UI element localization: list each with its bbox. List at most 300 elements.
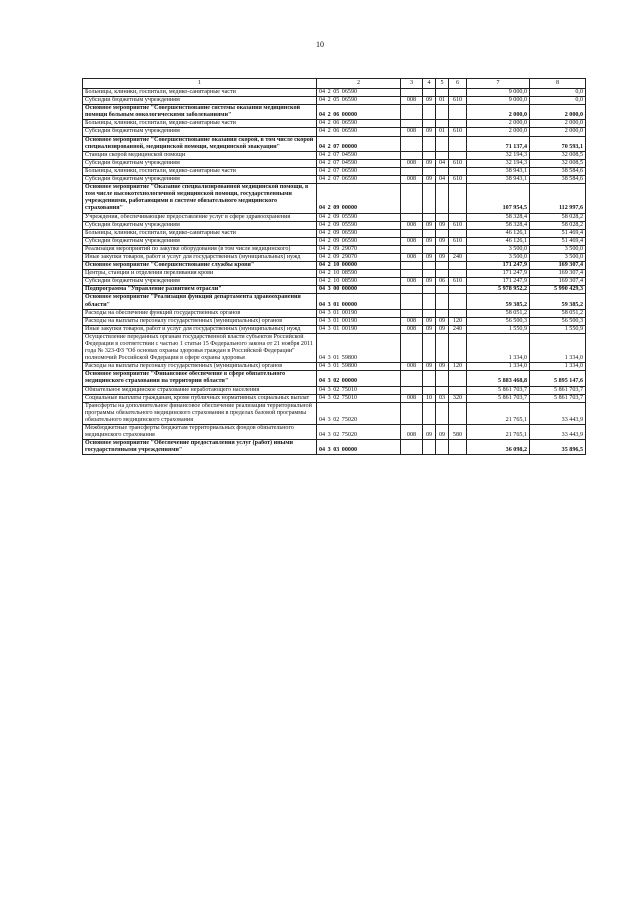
section-code-cell: 09 bbox=[423, 425, 436, 440]
amount-year-1-cell: 21 765,1 bbox=[467, 425, 530, 440]
table-row bbox=[83, 237, 586, 245]
amount-year-1-cell: 46 126,1 bbox=[467, 229, 530, 237]
expense-type-cell bbox=[449, 229, 467, 237]
subsection-code-cell bbox=[436, 440, 449, 455]
section-code-cell bbox=[423, 309, 436, 317]
ministry-code-cell bbox=[401, 309, 423, 317]
amount-year-2-cell: 32 008,5 bbox=[530, 159, 586, 167]
subsection-code-cell: 09 bbox=[436, 317, 449, 325]
section-code-cell: 09 bbox=[423, 128, 436, 136]
table-row bbox=[83, 309, 586, 317]
ministry-code-cell: 008 bbox=[401, 394, 423, 402]
expense-type-cell bbox=[449, 105, 467, 120]
row-name-cell: Реализация мероприятий по закупке оборудования (в том числе медицинского) bbox=[83, 245, 317, 253]
expense-type-cell bbox=[449, 136, 467, 151]
table-row bbox=[83, 120, 586, 128]
row-name-cell: Субсидии бюджетным учреждениям bbox=[83, 278, 317, 286]
ministry-code-cell bbox=[401, 229, 423, 237]
amount-year-2-cell: 58 028,2 bbox=[530, 221, 586, 229]
target-code-cell: 04 2 10 00000 bbox=[317, 262, 401, 270]
amount-year-2-cell: 169 307,4 bbox=[530, 278, 586, 286]
row-name-cell: Больницы, клиники, госпитали, медико-санитарные части bbox=[83, 167, 317, 175]
amount-year-1-cell: 32 194,3 bbox=[467, 159, 530, 167]
header-row bbox=[83, 79, 586, 89]
section-code-cell bbox=[423, 151, 436, 159]
table-row bbox=[83, 325, 586, 333]
row-name-cell: Основное мероприятие "Совершенствование системы оказания медицинской помощи больным онкологическими заболеваниями" bbox=[83, 105, 317, 120]
section-code-cell bbox=[423, 245, 436, 253]
expense-type-cell bbox=[449, 151, 467, 159]
expense-type-cell bbox=[449, 371, 467, 386]
ministry-code-cell bbox=[401, 136, 423, 151]
row-name-cell: Субсидии бюджетным учреждениям bbox=[83, 221, 317, 229]
amount-year-2-cell: 2 000,0 bbox=[530, 128, 586, 136]
target-code-cell: 04 3 02 00000 bbox=[317, 371, 401, 386]
section-code-cell bbox=[423, 184, 436, 213]
amount-year-2-cell: 0,0 bbox=[530, 89, 586, 97]
target-code-cell: 04 3 01 59800 bbox=[317, 363, 401, 371]
amount-year-2-cell: 5 895 147,6 bbox=[530, 371, 586, 386]
section-code-cell bbox=[423, 262, 436, 270]
section-code-cell: 09 bbox=[423, 159, 436, 167]
amount-year-1-cell: 5 978 952,2 bbox=[467, 286, 530, 294]
target-code-cell: 04 2 07 06590 bbox=[317, 167, 401, 175]
section-code-cell bbox=[423, 270, 436, 278]
row-name-cell: Субсидии бюджетным учреждениям bbox=[83, 97, 317, 105]
header-cell: 7 bbox=[467, 79, 530, 89]
section-code-cell bbox=[423, 440, 436, 455]
row-name-cell: Субсидии бюджетным учреждениям bbox=[83, 128, 317, 136]
expense-type-cell: 320 bbox=[449, 394, 467, 402]
amount-year-2-cell: 3 500,0 bbox=[530, 245, 586, 253]
row-name-cell: Субсидии бюджетным учреждениям bbox=[83, 159, 317, 167]
table-row bbox=[83, 402, 586, 424]
target-code-cell: 04 2 09 29070 bbox=[317, 253, 401, 261]
expense-type-cell bbox=[449, 402, 467, 424]
target-code-cell: 04 3 01 00190 bbox=[317, 325, 401, 333]
table-row bbox=[83, 294, 586, 309]
expense-type-cell: 610 bbox=[449, 128, 467, 136]
table-row bbox=[83, 278, 586, 286]
table-row bbox=[83, 253, 586, 261]
expense-type-cell bbox=[449, 120, 467, 128]
expense-type-cell bbox=[449, 262, 467, 270]
expense-type-cell: 240 bbox=[449, 325, 467, 333]
target-code-cell: 04 2 07 00000 bbox=[317, 136, 401, 151]
section-code-cell bbox=[423, 136, 436, 151]
header-cell: 6 bbox=[449, 79, 467, 89]
expense-type-cell: 610 bbox=[449, 97, 467, 105]
target-code-cell: 04 2 09 06590 bbox=[317, 237, 401, 245]
ministry-code-cell bbox=[401, 151, 423, 159]
target-code-cell: 04 2 07 06590 bbox=[317, 176, 401, 184]
amount-year-1-cell: 1 334,0 bbox=[467, 363, 530, 371]
expense-type-cell bbox=[449, 309, 467, 317]
section-code-cell bbox=[423, 229, 436, 237]
section-code-cell: 09 bbox=[423, 278, 436, 286]
ministry-code-cell bbox=[401, 371, 423, 386]
table-row bbox=[83, 105, 586, 120]
table-row bbox=[83, 262, 586, 270]
row-name-cell: Центры, станции и отделения переливания крови bbox=[83, 270, 317, 278]
target-code-cell: 04 2 09 06590 bbox=[317, 229, 401, 237]
amount-year-1-cell: 3 500,0 bbox=[467, 253, 530, 261]
subsection-code-cell bbox=[436, 270, 449, 278]
ministry-code-cell bbox=[401, 294, 423, 309]
table-row bbox=[83, 89, 586, 97]
expense-type-cell bbox=[449, 286, 467, 294]
ministry-code-cell: 008 bbox=[401, 159, 423, 167]
amount-year-2-cell: 5 990 429,3 bbox=[530, 286, 586, 294]
expense-type-cell bbox=[449, 245, 467, 253]
amount-year-2-cell: 51 469,4 bbox=[530, 237, 586, 245]
amount-year-1-cell: 58 328,4 bbox=[467, 221, 530, 229]
amount-year-2-cell: 1 334,0 bbox=[530, 333, 586, 362]
table-row bbox=[83, 97, 586, 105]
ministry-code-cell: 008 bbox=[401, 97, 423, 105]
row-name-cell: Межбюджетные трансферты бюджетам территориальных фондов обязательного медицинского страхования bbox=[83, 425, 317, 440]
amount-year-1-cell: 3 500,0 bbox=[467, 245, 530, 253]
expense-type-cell: 240 bbox=[449, 253, 467, 261]
section-code-cell bbox=[423, 105, 436, 120]
ministry-code-cell: 008 bbox=[401, 221, 423, 229]
ministry-code-cell bbox=[401, 245, 423, 253]
amount-year-1-cell: 2 000,0 bbox=[467, 120, 530, 128]
subsection-code-cell bbox=[436, 294, 449, 309]
subsection-code-cell bbox=[436, 136, 449, 151]
expense-type-cell: 120 bbox=[449, 317, 467, 325]
amount-year-1-cell: 38 943,1 bbox=[467, 176, 530, 184]
target-code-cell: 04 2 05 06590 bbox=[317, 97, 401, 105]
amount-year-1-cell: 59 385,2 bbox=[467, 294, 530, 309]
expense-type-cell: 610 bbox=[449, 237, 467, 245]
target-code-cell: 04 2 09 05590 bbox=[317, 213, 401, 221]
target-code-cell: 04 3 01 00190 bbox=[317, 309, 401, 317]
target-code-cell: 04 2 10 08590 bbox=[317, 270, 401, 278]
subsection-code-cell bbox=[436, 386, 449, 394]
amount-year-1-cell: 2 000,0 bbox=[467, 105, 530, 120]
subsection-code-cell: 09 bbox=[436, 363, 449, 371]
target-code-cell: 04 3 01 59800 bbox=[317, 333, 401, 362]
header-cell: 3 bbox=[401, 79, 423, 89]
header-cell: 5 bbox=[436, 79, 449, 89]
row-name-cell: Больницы, клиники, госпитали, медико-санитарные части bbox=[83, 89, 317, 97]
amount-year-1-cell: 32 194,3 bbox=[467, 151, 530, 159]
row-name-cell: Осуществление переданных органам государственной власти субъектов Российской Федерации в соответствии с частью 1 статьи 15 Федерального закона от 21 ноября 2011 года № 323-ФЗ "Об основах охраны здоровья граждан в Российской Федерации" полномочий Российской Федерации в сфере охраны здоровья bbox=[83, 333, 317, 362]
expense-type-cell bbox=[449, 294, 467, 309]
header-cell: 8 bbox=[530, 79, 586, 89]
amount-year-2-cell: 51 469,4 bbox=[530, 229, 586, 237]
section-code-cell bbox=[423, 371, 436, 386]
ministry-code-cell bbox=[401, 184, 423, 213]
row-name-cell: Расходы на обеспечение функций государственных органов bbox=[83, 309, 317, 317]
expense-type-cell bbox=[449, 386, 467, 394]
row-name-cell: Станции скорой медицинской помощи bbox=[83, 151, 317, 159]
amount-year-2-cell: 33 443,9 bbox=[530, 402, 586, 424]
ministry-code-cell: 008 bbox=[401, 278, 423, 286]
expense-type-cell: 610 bbox=[449, 278, 467, 286]
expense-type-cell: 580 bbox=[449, 425, 467, 440]
expense-type-cell bbox=[449, 440, 467, 455]
row-name-cell: Основное мероприятие "Совершенствование службы крови" bbox=[83, 262, 317, 270]
amount-year-2-cell: 32 008,5 bbox=[530, 151, 586, 159]
section-code-cell bbox=[423, 120, 436, 128]
amount-year-2-cell: 2 000,0 bbox=[530, 105, 586, 120]
subsection-code-cell bbox=[436, 184, 449, 213]
row-name-cell: Расходы на выплаты персоналу государственных (муниципальных) органов bbox=[83, 317, 317, 325]
table-row bbox=[83, 229, 586, 237]
amount-year-1-cell: 36 098,2 bbox=[467, 440, 530, 455]
amount-year-1-cell: 58 328,4 bbox=[467, 213, 530, 221]
amount-year-2-cell: 112 997,6 bbox=[530, 184, 586, 213]
target-code-cell: 04 3 02 75020 bbox=[317, 402, 401, 424]
amount-year-1-cell: 56 500,3 bbox=[467, 317, 530, 325]
table-row bbox=[83, 128, 586, 136]
expense-type-cell bbox=[449, 89, 467, 97]
subsection-code-cell bbox=[436, 89, 449, 97]
ministry-code-cell bbox=[401, 89, 423, 97]
amount-year-1-cell: 1 334,0 bbox=[467, 333, 530, 362]
amount-year-1-cell: 38 943,1 bbox=[467, 167, 530, 175]
row-name-cell: Иные закупки товаров, работ и услуг для государственных (муниципальных) нужд bbox=[83, 325, 317, 333]
subsection-code-cell bbox=[436, 151, 449, 159]
header-cell: 4 bbox=[423, 79, 436, 89]
amount-year-2-cell: 58 051,2 bbox=[530, 309, 586, 317]
subsection-code-cell: 09 bbox=[436, 253, 449, 261]
row-name-cell: Расходы на выплаты персоналу государственных (муниципальных) органов bbox=[83, 363, 317, 371]
subsection-code-cell bbox=[436, 105, 449, 120]
section-code-cell bbox=[423, 333, 436, 362]
ministry-code-cell bbox=[401, 402, 423, 424]
section-code-cell: 10 bbox=[423, 394, 436, 402]
amount-year-1-cell: 58 051,2 bbox=[467, 309, 530, 317]
subsection-code-cell: 06 bbox=[436, 278, 449, 286]
section-code-cell bbox=[423, 386, 436, 394]
amount-year-2-cell: 169 307,4 bbox=[530, 262, 586, 270]
section-code-cell bbox=[423, 294, 436, 309]
expense-type-cell bbox=[449, 213, 467, 221]
target-code-cell: 04 2 06 06590 bbox=[317, 120, 401, 128]
subsection-code-cell bbox=[436, 167, 449, 175]
target-code-cell: 04 2 06 00000 bbox=[317, 105, 401, 120]
target-code-cell: 04 2 10 08590 bbox=[317, 278, 401, 286]
ministry-code-cell bbox=[401, 386, 423, 394]
target-code-cell: 04 3 01 00190 bbox=[317, 317, 401, 325]
subsection-code-cell: 03 bbox=[436, 394, 449, 402]
amount-year-1-cell: 21 765,1 bbox=[467, 402, 530, 424]
subsection-code-cell: 09 bbox=[436, 221, 449, 229]
target-code-cell: 04 3 02 75010 bbox=[317, 386, 401, 394]
row-name-cell: Социальные выплаты гражданам, кроме публичных нормативных социальных выплат bbox=[83, 394, 317, 402]
subsection-code-cell bbox=[436, 371, 449, 386]
amount-year-1-cell: 5 883 468,8 bbox=[467, 371, 530, 386]
amount-year-2-cell: 2 000,0 bbox=[530, 120, 586, 128]
section-code-cell: 09 bbox=[423, 176, 436, 184]
table-row bbox=[83, 371, 586, 386]
section-code-cell: 09 bbox=[423, 237, 436, 245]
ministry-code-cell: 008 bbox=[401, 176, 423, 184]
amount-year-2-cell: 38 584,6 bbox=[530, 176, 586, 184]
ministry-code-cell bbox=[401, 120, 423, 128]
table-row bbox=[83, 270, 586, 278]
ministry-code-cell bbox=[401, 286, 423, 294]
table-row bbox=[83, 317, 586, 325]
target-code-cell: 04 3 02 75020 bbox=[317, 425, 401, 440]
section-code-cell bbox=[423, 167, 436, 175]
row-name-cell: Основное мероприятие "Обеспечение предоставления услуг (работ) иными государственными учреждениями" bbox=[83, 440, 317, 455]
subsection-code-cell bbox=[436, 262, 449, 270]
ministry-code-cell bbox=[401, 262, 423, 270]
ministry-code-cell: 008 bbox=[401, 253, 423, 261]
expense-type-cell bbox=[449, 270, 467, 278]
row-name-cell: Обязательное медицинское страхование неработающего населения bbox=[83, 386, 317, 394]
subsection-code-cell: 04 bbox=[436, 159, 449, 167]
subsection-code-cell bbox=[436, 402, 449, 424]
table-row bbox=[83, 167, 586, 175]
subsection-code-cell bbox=[436, 309, 449, 317]
row-name-cell: Подпрограмма "Управление развитием отрасли" bbox=[83, 286, 317, 294]
target-code-cell: 04 3 02 75010 bbox=[317, 394, 401, 402]
amount-year-1-cell: 107 954,5 bbox=[467, 184, 530, 213]
table-row bbox=[83, 159, 586, 167]
section-code-cell: 09 bbox=[423, 325, 436, 333]
table-row bbox=[83, 184, 586, 213]
row-name-cell: Больницы, клиники, госпитали, медико-санитарные части bbox=[83, 229, 317, 237]
row-name-cell: Основное мероприятие "Финансовое обеспечение в сфере обязательного медицинского страхования на территории области" bbox=[83, 371, 317, 386]
row-name-cell: Учреждения, обеспечивающие предоставление услуг в сфере здравоохранения bbox=[83, 213, 317, 221]
subsection-code-cell: 09 bbox=[436, 325, 449, 333]
table-row bbox=[83, 221, 586, 229]
table-row bbox=[83, 425, 586, 440]
target-code-cell: 04 3 00 00000 bbox=[317, 286, 401, 294]
subsection-code-cell bbox=[436, 229, 449, 237]
table-row bbox=[83, 151, 586, 159]
row-name-cell: Субсидии бюджетным учреждениям bbox=[83, 176, 317, 184]
ministry-code-cell bbox=[401, 440, 423, 455]
amount-year-1-cell: 171 247,9 bbox=[467, 278, 530, 286]
section-code-cell: 09 bbox=[423, 221, 436, 229]
subsection-code-cell: 04 bbox=[436, 176, 449, 184]
ministry-code-cell: 008 bbox=[401, 425, 423, 440]
ministry-code-cell bbox=[401, 167, 423, 175]
target-code-cell: 04 3 03 00000 bbox=[317, 440, 401, 455]
target-code-cell: 04 2 09 00000 bbox=[317, 184, 401, 213]
row-name-cell: Иные закупки товаров, работ и услуг для государственных (муниципальных) нужд bbox=[83, 253, 317, 261]
table-row bbox=[83, 386, 586, 394]
amount-year-2-cell: 5 861 703,7 bbox=[530, 394, 586, 402]
header-cell: 2 bbox=[317, 79, 401, 89]
amount-year-2-cell: 58 028,2 bbox=[530, 213, 586, 221]
amount-year-1-cell: 5 861 703,7 bbox=[467, 386, 530, 394]
amount-year-2-cell: 33 443,9 bbox=[530, 425, 586, 440]
subsection-code-cell: 09 bbox=[436, 425, 449, 440]
table-row bbox=[83, 440, 586, 455]
budget-table bbox=[82, 78, 586, 455]
amount-year-2-cell: 1 550,9 bbox=[530, 325, 586, 333]
table-row bbox=[83, 286, 586, 294]
table-row bbox=[83, 245, 586, 253]
amount-year-1-cell: 171 247,9 bbox=[467, 270, 530, 278]
row-name-cell: Трансферты на дополнительное финансовое обеспечение реализации территориальной программы обязательного медицинского страхования в пределах базовой программы обязательного медицинского страхования bbox=[83, 402, 317, 424]
target-code-cell: 04 2 07 04590 bbox=[317, 151, 401, 159]
target-code-cell: 04 2 09 29070 bbox=[317, 245, 401, 253]
row-name-cell: Основное мероприятие "Реализация функций департамента здравоохранения области" bbox=[83, 294, 317, 309]
amount-year-2-cell: 35 896,5 bbox=[530, 440, 586, 455]
ministry-code-cell: 008 bbox=[401, 237, 423, 245]
subsection-code-cell bbox=[436, 333, 449, 362]
expense-type-cell bbox=[449, 184, 467, 213]
expense-type-cell: 610 bbox=[449, 176, 467, 184]
ministry-code-cell: 008 bbox=[401, 317, 423, 325]
subsection-code-cell bbox=[436, 213, 449, 221]
table-row bbox=[83, 363, 586, 371]
subsection-code-cell: 01 bbox=[436, 128, 449, 136]
table-row bbox=[83, 394, 586, 402]
header-cell: 1 bbox=[83, 79, 317, 89]
ministry-code-cell bbox=[401, 105, 423, 120]
section-code-cell bbox=[423, 213, 436, 221]
table-row bbox=[83, 213, 586, 221]
amount-year-1-cell: 1 550,9 bbox=[467, 325, 530, 333]
amount-year-2-cell: 0,0 bbox=[530, 97, 586, 105]
subsection-code-cell bbox=[436, 245, 449, 253]
amount-year-2-cell: 59 385,2 bbox=[530, 294, 586, 309]
expense-type-cell: 120 bbox=[449, 363, 467, 371]
section-code-cell: 09 bbox=[423, 253, 436, 261]
amount-year-2-cell: 5 861 703,7 bbox=[530, 386, 586, 394]
target-code-cell: 04 3 01 00000 bbox=[317, 294, 401, 309]
amount-year-2-cell: 38 584,6 bbox=[530, 167, 586, 175]
table-row bbox=[83, 136, 586, 151]
row-name-cell: Субсидии бюджетным учреждениям bbox=[83, 237, 317, 245]
row-name-cell: Основное мероприятие "Совершенствование оказания скорой, в том числе скорой специализированной, медицинской помощи, медицинской эвакуации" bbox=[83, 136, 317, 151]
amount-year-2-cell: 70 593,1 bbox=[530, 136, 586, 151]
amount-year-2-cell: 56 500,3 bbox=[530, 317, 586, 325]
amount-year-1-cell: 9 000,0 bbox=[467, 89, 530, 97]
expense-type-cell: 610 bbox=[449, 221, 467, 229]
expense-type-cell bbox=[449, 167, 467, 175]
subsection-code-cell: 09 bbox=[436, 237, 449, 245]
subsection-code-cell bbox=[436, 286, 449, 294]
ministry-code-cell: 008 bbox=[401, 363, 423, 371]
section-code-cell: 09 bbox=[423, 97, 436, 105]
expense-type-cell: 610 bbox=[449, 159, 467, 167]
amount-year-2-cell: 3 500,0 bbox=[530, 253, 586, 261]
ministry-code-cell bbox=[401, 270, 423, 278]
ministry-code-cell: 008 bbox=[401, 128, 423, 136]
amount-year-1-cell: 46 126,1 bbox=[467, 237, 530, 245]
section-code-cell: 09 bbox=[423, 317, 436, 325]
table-row bbox=[83, 333, 586, 362]
table-row bbox=[83, 176, 586, 184]
ministry-code-cell bbox=[401, 333, 423, 362]
target-code-cell: 04 2 07 04590 bbox=[317, 159, 401, 167]
amount-year-1-cell: 5 861 703,7 bbox=[467, 394, 530, 402]
target-code-cell: 04 2 05 06590 bbox=[317, 89, 401, 97]
expense-type-cell bbox=[449, 333, 467, 362]
section-code-cell bbox=[423, 89, 436, 97]
ministry-code-cell bbox=[401, 213, 423, 221]
amount-year-1-cell: 71 137,4 bbox=[467, 136, 530, 151]
section-code-cell bbox=[423, 286, 436, 294]
amount-year-1-cell: 2 000,0 bbox=[467, 128, 530, 136]
target-code-cell: 04 2 09 05590 bbox=[317, 221, 401, 229]
amount-year-2-cell: 1 334,0 bbox=[530, 363, 586, 371]
amount-year-1-cell: 9 000,0 bbox=[467, 97, 530, 105]
page-number: 10 bbox=[316, 40, 324, 49]
section-code-cell bbox=[423, 402, 436, 424]
target-code-cell: 04 2 06 06590 bbox=[317, 128, 401, 136]
